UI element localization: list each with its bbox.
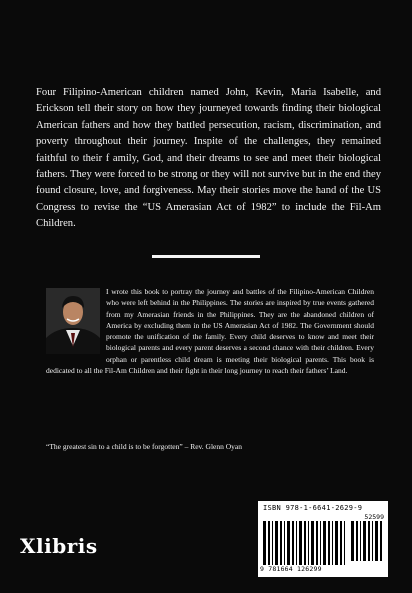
ean-digits: 9 781664 126299	[260, 565, 322, 573]
ean-bars	[263, 521, 347, 565]
publisher-logo: Xlibris	[20, 534, 98, 558]
back-cover-blurb: Four Filipino-American children named John, Kevin, Maria Isabelle, and Erickson tell their story on how they journeyed towards finding their biological American fathers and how they battled persecution, racism, discrimination, and poverty throughout their journey. Inspite of the challenges, they remained faithful to their f amily, God, and their dreams to see and meet their biological fathers. They were forced to be strong or they will not survive but in the end they found closure, love, and forgiveness. May their stories move the hand of the US Congress to revise the “US Amerasian Act of 1982” to include the Fil-Am Children.	[36, 87, 381, 230]
author-quote: “The greatest sin to a child is to be forgotten” – Rev. Glenn Oyan	[46, 442, 242, 451]
isbn-text: ISBN 978-1-6641-2629-9	[263, 504, 363, 512]
author-bio-block	[46, 286, 374, 376]
isbn-barcode	[258, 501, 388, 577]
author-bio-text: I wrote this book to portray the journey and battles of the Filipino-American Children who were left behind in the Philippines. The stories are inspired by true events gathered from my Amerasian friends in the Philippines. They are the abandoned children of America by excluding them in the US Amerasian Act of 1982. The Government should promote the unification of the family. Every child deserves to know and meet their biological parents and every parent deserves a second chance with their children. Every orphan or parentless child dream is meeting their biological parents. This book is dedicated to all the Fil-Am Children and their fight in their long journey to reach their fathers’ Land.	[46, 287, 374, 376]
divider-line	[152, 255, 260, 258]
addon-bars	[351, 521, 383, 561]
price-code: 52599	[364, 513, 384, 521]
